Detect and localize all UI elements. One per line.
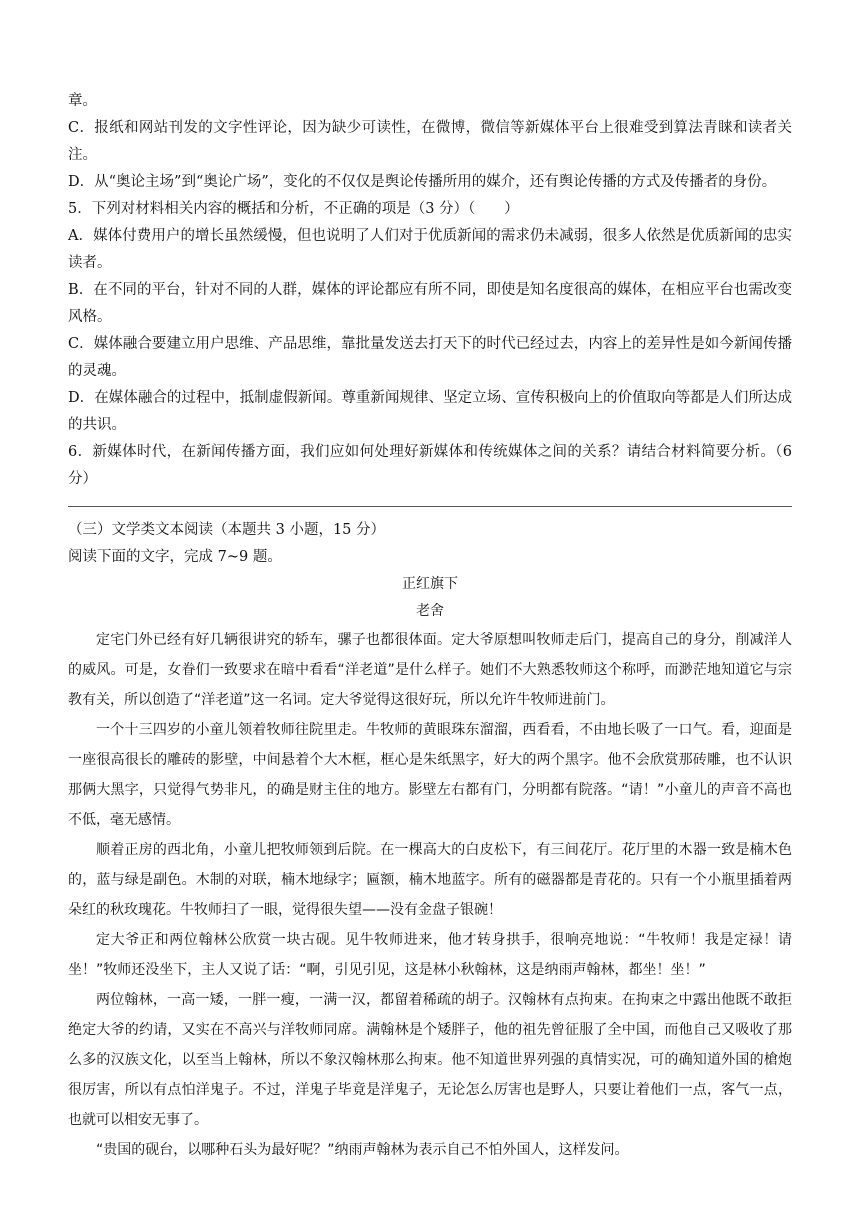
q5-stem: 5．下列对材料相关内容的概括和分析，不正确的项是（3 分）（ ）	[68, 201, 519, 217]
section3-instruction: 阅读下面的文字，完成 7~9 题。	[68, 549, 282, 565]
section-divider	[68, 506, 792, 507]
story-paragraph-2: 一个十三四岁的小童儿领着牧师往院里走。牛牧师的黄眼珠东溜溜，西看看，不由地长吸了一口气。看，迎面是一座很高很长的雕砖的影壁，中间悬着个大木框，框心是朱纸黑字，好大的两个黑字。他不会欣赏那砖雕，也不认识那俩大黑字，只觉得气势非凡，的确是财主住的地方。影壁左右都有门，分明都有院落。“请！”小童儿的声音不高也不低，毫无感情。	[68, 722, 792, 828]
q4-option-c: C．报纸和网站刊发的文字性评论，因为缺少可读性，在微博，微信等新媒体平台上很难受到算法青睐和读者关注。	[68, 120, 792, 163]
q4-option-d: D．从“奥论主场”到“奥论广场”，变化的不仅仅是舆论传播所用的媒介，还有舆论传播的方式及传播者的身份。	[68, 174, 777, 190]
story-title: 正红旗下	[402, 576, 458, 592]
q6-stem: 6．新媒体时代，在新闻传播方面，我们应如何处理好新媒体和传统媒体之间的关系？请结合材料简要分析。（6 分）	[68, 444, 792, 487]
story-paragraph-5: 两位翰林，一高一矮，一胖一瘦，一满一汉，都留着稀疏的胡子。汉翰林有点拘束。在拘束之中露出他既不敢拒绝定大爷的约请，又实在不高兴与洋牧师同席。满翰林是个矮胖子，他的祖先曾征服了全中国，而他自己又吸收了那么多的汉族文化，以至当上翰林，所以不象汉翰林那么拘束。他不知道世界列强的真情实况，可的确知道外国的槍炮很厉害，所以有点怕洋鬼子。不过，洋鬼子毕竟是洋鬼子，无论怎么厉害也是野人，只要让着他们一点，客气一点，也就可以相安无事了。	[68, 992, 792, 1128]
q5-option-c: C．媒体融合要建立用户思维、产品思维，靠批量发送去打天下的时代已经过去，内容上的差异性是如今新闻传播的灵魂。	[68, 336, 792, 379]
q5-option-d: D．在媒体融合的过程中，抵制虚假新闻。尊重新闻规律、坚定立场、宣传积极向上的价值取向等都是人们所达成的共识。	[68, 390, 792, 433]
story-paragraph-4: 定大爷正和两位翰林公欣赏一块古砚。见牛牧师进来，他才转身拱手，很响亮地说：“牛牧师！我是定禄！请坐！”牧师还没坐下，主人又说了话：“啊，引见引见，这是林小秋翰林，这是纳雨声翰林，都坐！坐！”	[68, 932, 792, 978]
q4-tail: 章。	[68, 93, 97, 109]
section3-title: （三）文学类文本阅读（本题共 3 小题，15 分）	[68, 522, 386, 538]
document-page	[68, 88, 792, 1165]
story-paragraph-1: 定宅门外已经有好几辆很讲究的轿车，骡子也都很体面。定大爷原想叫牧师走后门，提高自己的身分，削减洋人的威风。可是，女眷们一致要求在暗中看看“洋老道”是什么样子。她们不大熟悉牧师这个称呼，而渺茫地知道它与宗教有关，所以创造了“洋老道”这一名词。定大爷觉得这很好玩，所以允许牛牧师进前门。	[68, 632, 792, 708]
q5-option-b: B．在不同的平台，针对不同的人群，媒体的评论都应有所不同，即使是知名度很高的媒体，在相应平台也需改变风格。	[68, 282, 792, 325]
story-paragraph-3: 顺着正房的西北角，小童儿把牧师领到后院。在一棵高大的白皮松下，有三间花厅。花厅里的木器一致是楠木色的，蓝与绿是副色。木制的对联，楠木地绿字；匾额，楠木地蓝字。所有的磁器都是青花的。只有一个小瓶里插着两朵红的秋玫瑰花。牛牧师扫了一眼，觉得很失望——没有金盘子银碗！	[68, 842, 792, 918]
story-paragraph-6: “贵国的砚台，以哪种石头为最好呢？”纳雨声翰林为表示自己不怕外国人，这样发问。	[96, 1142, 629, 1158]
q5-option-a: A．媒体付费用户的增长虽然缓慢，但也说明了人们对于优质新闻的需求仍未减弱，很多人依然是优质新闻的忠实读者。	[68, 228, 792, 271]
story-author: 老舍	[416, 603, 444, 619]
